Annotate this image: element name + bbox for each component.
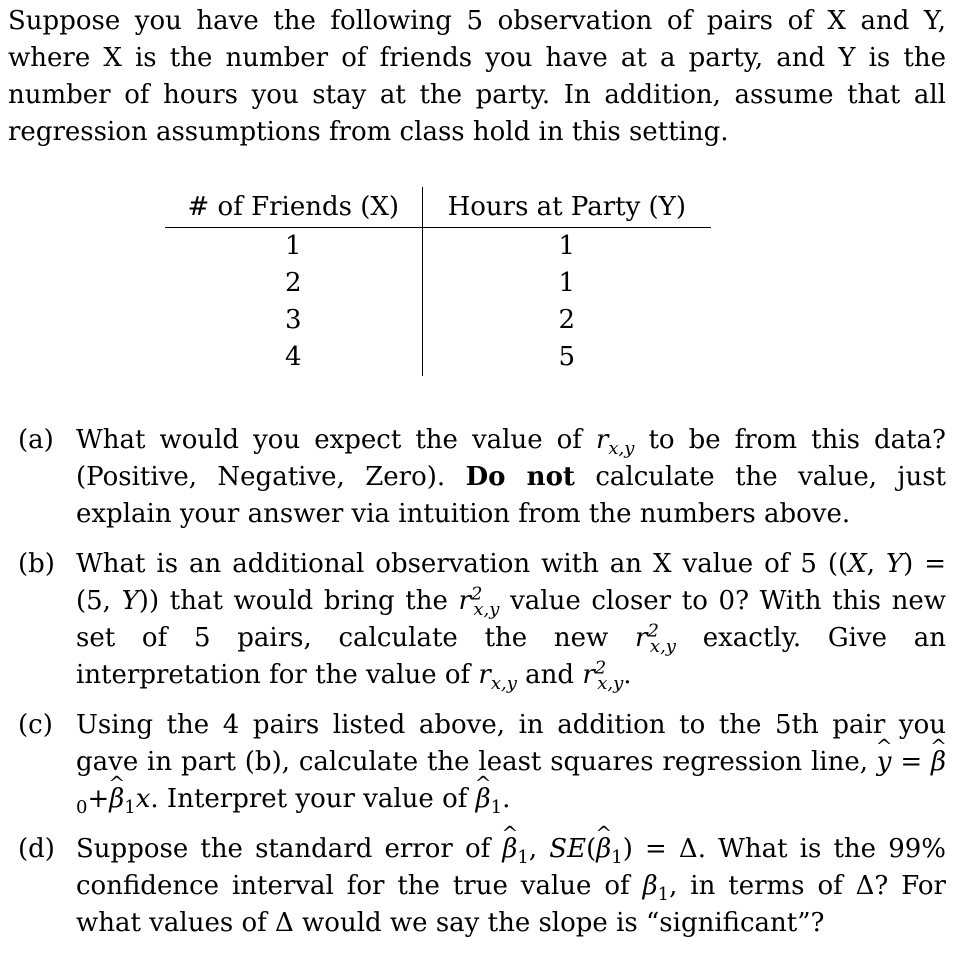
table-row <box>165 302 711 339</box>
math-r: $r_{x,y}$ <box>478 660 517 695</box>
question-label: (b) <box>18 549 55 579</box>
question-body <box>76 831 946 942</box>
question-text: value closer to 0? With this new set of 5 pairs, calculate the new <box>76 586 947 653</box>
question-d <box>8 831 946 942</box>
math-beta1-hat: ^ $\beta_1$ <box>476 784 502 814</box>
question-text: exactly. Give an interpretation for the value of <box>76 623 946 690</box>
cell-x: 2 <box>165 265 422 302</box>
question-text: and <box>516 660 583 690</box>
question-body <box>76 422 946 533</box>
question-text: )) that would bring the <box>138 586 459 616</box>
math-regression-line: ^ y = ^ $\beta_0+\^{}$ $\beta_1x$ <box>76 747 946 814</box>
cell-y: 5 <box>558 342 576 372</box>
math-r-squared: $r^2_{x,y}$ <box>458 583 500 621</box>
questions-list <box>8 422 946 955</box>
question-text: , in terms of Δ? For what values of Δ would we say the slope is “significant”? <box>76 871 946 938</box>
question-text: to be from this data? (Positive, Negative, Zero). <box>76 425 946 492</box>
question-text: Suppose the standard error of <box>76 834 503 864</box>
question-bold-text: Do not <box>465 462 575 492</box>
question-text: What is an additional observation with an X value of 5 (( <box>76 549 849 579</box>
question-text: calculate the value, just explain your answer via intuition from the numbers above. <box>76 462 946 529</box>
question-label: (d) <box>18 834 55 864</box>
intro-paragraph <box>8 3 946 151</box>
question-body <box>76 707 946 818</box>
question-c <box>8 707 946 818</box>
question-text: What would you expect the value of <box>76 425 596 455</box>
cell-x: 1 <box>165 228 422 266</box>
cell-y: 1 <box>558 268 576 298</box>
question-label: (c) <box>18 710 53 740</box>
question-label: (a) <box>18 425 54 455</box>
math-beta1: $\beta_1$ <box>642 871 670 906</box>
question-text: . What is the 99% confidence interval for the true value of <box>76 834 946 901</box>
table-row <box>165 265 711 302</box>
cell-x: 3 <box>165 302 422 339</box>
math-r-squared: $r^2_{x,y}$ <box>582 657 624 695</box>
intro-text: Suppose you have the following 5 observation of pairs of X and Y, where X is the number of friends you have at a party, and Y is the number of hours you stay at the party. In addition, assume that all regression assumptions from class hold in this setting. <box>8 6 946 147</box>
header-friends: # of Friends (X) <box>165 187 422 228</box>
data-table <box>165 187 711 376</box>
data-table-wrapper <box>165 187 711 376</box>
question-text: . <box>502 784 511 814</box>
question-text: Using the 4 pairs listed above, in addition to the 5th pair you gave in part (b), calculate the least squares regression line, <box>76 710 946 777</box>
math-r: $r_{x,y}$ <box>595 425 635 460</box>
table-header-row <box>165 187 711 228</box>
header-hours: Hours at Party (Y) <box>422 187 711 228</box>
question-a <box>8 422 946 533</box>
question-text: . Interpret your value of <box>150 784 476 814</box>
cell-y: 1 <box>558 231 576 261</box>
question-body <box>76 546 946 694</box>
table-row <box>165 228 711 266</box>
math-r-squared: $r^2_{x,y}$ <box>635 620 676 658</box>
question-text: . <box>623 660 632 690</box>
math-pair: X, Y) = (5, Y <box>76 549 947 616</box>
table-row <box>165 339 711 376</box>
cell-y: 2 <box>558 305 576 335</box>
cell-x: 4 <box>165 339 422 376</box>
question-b <box>8 546 946 694</box>
math-standard-error: ^ $\beta_1$, SE(^ $\beta_1) = \Delta$ <box>502 834 697 864</box>
